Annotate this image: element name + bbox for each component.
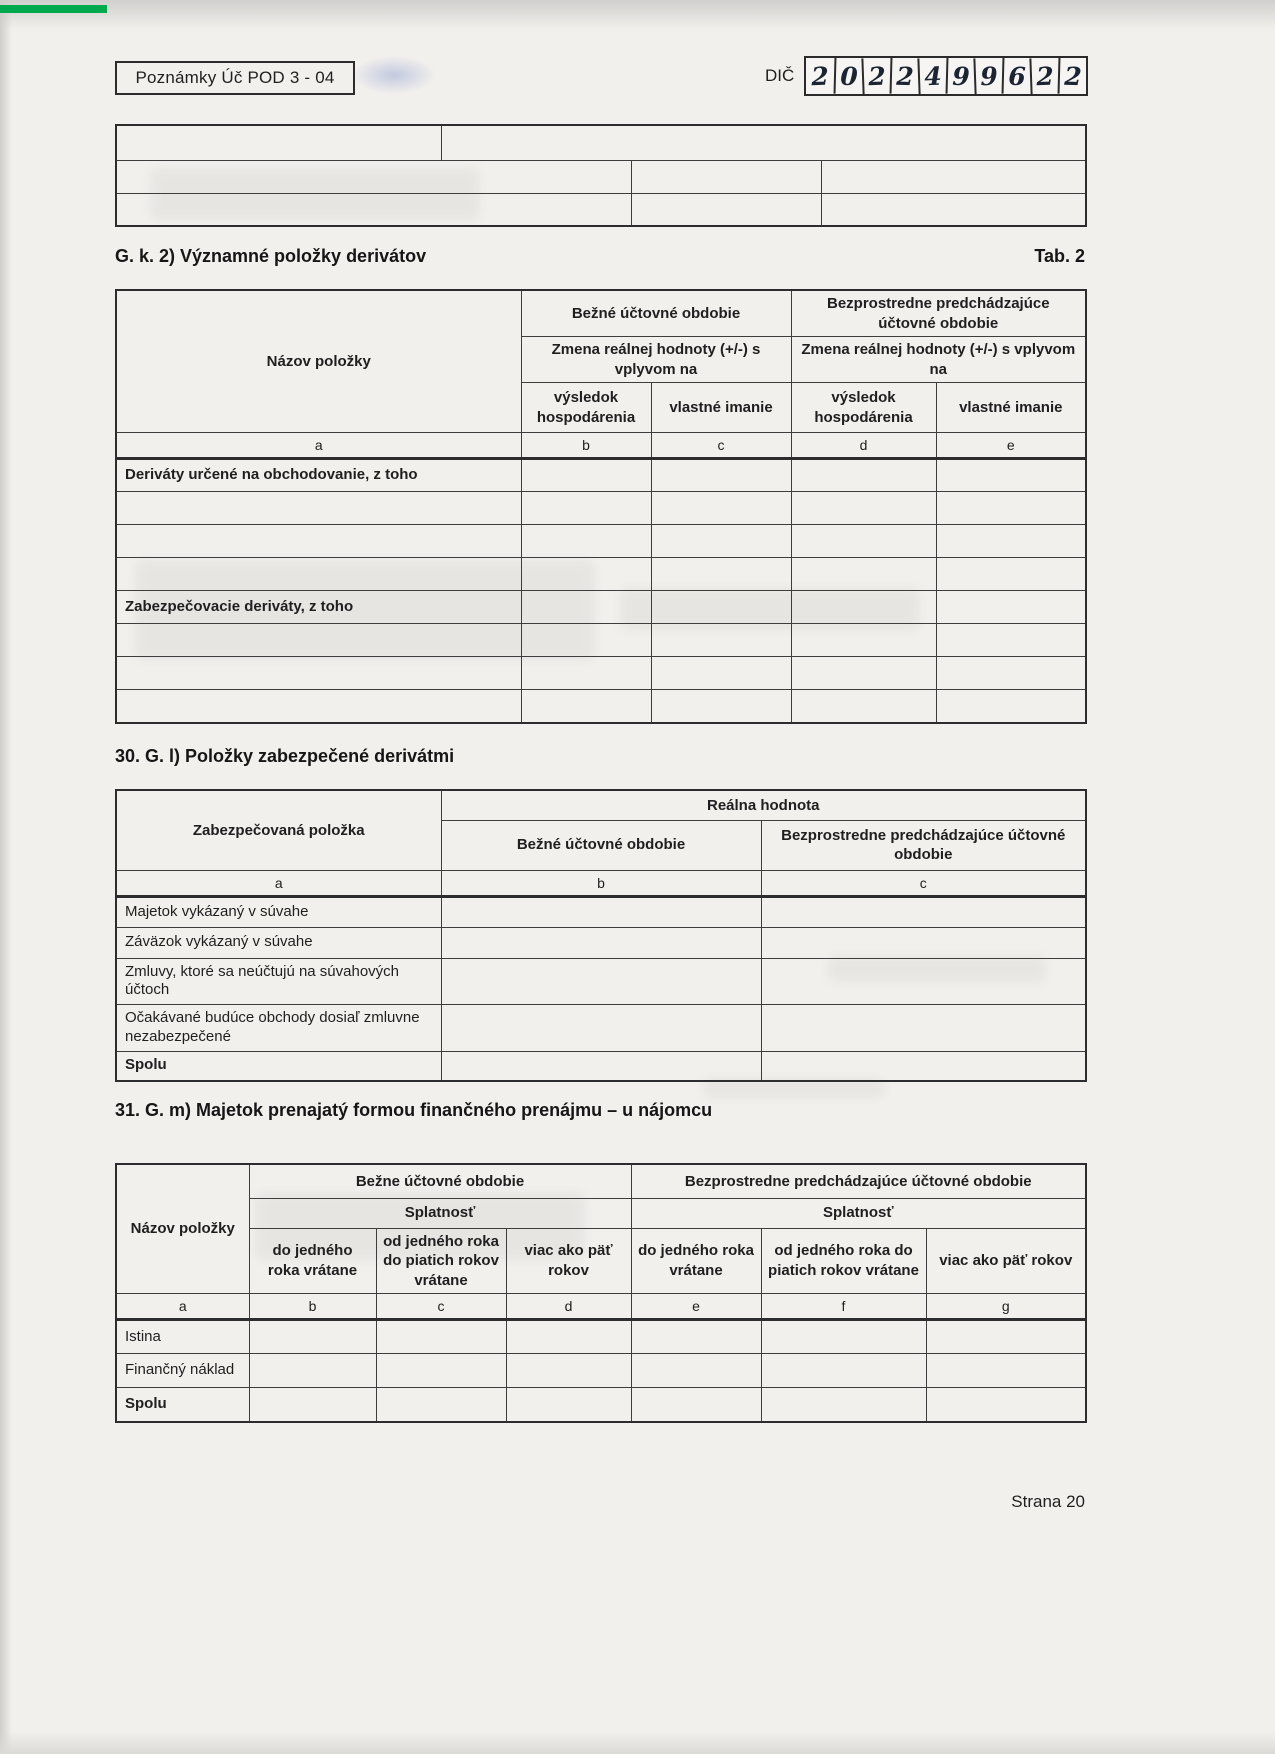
form-title-box: [115, 61, 355, 95]
table-row: [116, 591, 1086, 624]
empty-value-cell: [631, 1388, 761, 1422]
table-header-row: [116, 1198, 1086, 1228]
table-row: [116, 125, 1086, 160]
col-header-one-to-five-years-previous: od jedného roka do piatich rokov vrátane: [761, 1228, 926, 1294]
empty-value-cell: [249, 1354, 376, 1388]
column-letter-c: c: [651, 433, 791, 459]
empty-value-cell: [761, 927, 1086, 958]
row-label: [116, 690, 521, 723]
col-header-previous-period: Bezprostredne predchádzajúce účtovné obdobie: [791, 290, 1086, 337]
empty-value-cell: [249, 1388, 376, 1422]
scan-ink-mark: [352, 56, 436, 94]
empty-value-cell: [926, 1354, 1086, 1388]
empty-cell: [116, 160, 631, 193]
empty-value-cell: [651, 492, 791, 525]
empty-value-cell: [441, 1005, 761, 1052]
empty-cell: [821, 193, 1086, 226]
empty-value-cell: [651, 558, 791, 591]
column-letters-row: [116, 870, 1086, 896]
empty-value-cell: [761, 1320, 926, 1354]
empty-value-cell: [791, 558, 936, 591]
empty-value-cell: [651, 591, 791, 624]
table-row: [116, 1354, 1086, 1388]
column-letter-b: b: [441, 870, 761, 896]
row-label: [116, 558, 521, 591]
dic-digit-boxes: [804, 56, 1088, 96]
tab-label: Tab. 2: [1034, 246, 1085, 266]
table-header-row: [116, 1228, 1086, 1294]
dic-digit: 2: [890, 58, 919, 95]
empty-value-cell: [441, 958, 761, 1005]
empty-value-cell: [936, 690, 1086, 723]
empty-value-cell: [521, 492, 651, 525]
row-label: [116, 492, 521, 525]
empty-value-cell: [506, 1354, 631, 1388]
empty-value-cell: [791, 690, 936, 723]
column-letter-b: b: [249, 1294, 376, 1320]
col-header-hedged-item: Zabezpečovaná položka: [116, 790, 441, 870]
dic-digit: 2: [862, 58, 891, 95]
col-header-item-name: Názov položky: [116, 290, 521, 433]
section-leased-title: 31. G. m) Majetok prenajatý formou finančného prenájmu – u nájomcu: [115, 1100, 713, 1120]
col-header-current-period: Bežné účtovné obdobie: [441, 820, 761, 870]
empty-value-cell: [506, 1320, 631, 1354]
empty-cell: [821, 160, 1086, 193]
table-row: [116, 657, 1086, 690]
empty-value-cell: [376, 1354, 506, 1388]
empty-value-cell: [936, 591, 1086, 624]
empty-value-cell: [651, 459, 791, 492]
col-header-up-to-one-year-current: do jedného roka vrátane: [249, 1228, 376, 1294]
empty-value-cell: [651, 690, 791, 723]
column-letter-e: e: [936, 433, 1086, 459]
empty-value-cell: [926, 1320, 1086, 1354]
col-header-previous-period: Bezprostredne predchádzajúce účtovné obdobie: [631, 1164, 1086, 1198]
empty-value-cell: [521, 657, 651, 690]
section-derivatives-title-row: [115, 246, 1085, 267]
column-letter-b: b: [521, 433, 651, 459]
empty-value-cell: [521, 558, 651, 591]
empty-value-cell: [791, 624, 936, 657]
empty-value-cell: [791, 525, 936, 558]
empty-value-cell: [376, 1388, 506, 1422]
row-label: [116, 657, 521, 690]
empty-value-cell: [936, 657, 1086, 690]
hedged-items-table: [115, 789, 1087, 1082]
empty-value-cell: [791, 591, 936, 624]
row-label: Majetok vykázaný v súvahe: [116, 896, 441, 927]
empty-value-cell: [521, 690, 651, 723]
table-row: [116, 1005, 1086, 1052]
table-row: [116, 927, 1086, 958]
empty-value-cell: [651, 657, 791, 690]
column-letter-g: g: [926, 1294, 1086, 1320]
table-row: [116, 1388, 1086, 1422]
table-row: [116, 459, 1086, 492]
dic-digit: 2: [1058, 58, 1087, 95]
empty-value-cell: [761, 1005, 1086, 1052]
table-row: [116, 1051, 1086, 1081]
col-header-fair-value-change-current: Zmena reálnej hodnoty (+/-) s vplyvom na: [521, 337, 791, 383]
column-letter-d: d: [506, 1294, 631, 1320]
dic-digit: 9: [946, 58, 975, 95]
col-header-current-period: Bežne účtovné obdobie: [249, 1164, 631, 1198]
col-header-one-to-five-years-current: od jedného roka do piatich rokov vrátane: [376, 1228, 506, 1294]
dic-digit: 6: [1002, 58, 1031, 95]
empty-value-cell: [936, 558, 1086, 591]
table-row: [116, 624, 1086, 657]
dic-digit: 0: [834, 58, 863, 95]
empty-value-cell: [521, 459, 651, 492]
table-row: [116, 690, 1086, 723]
empty-value-cell: [936, 459, 1086, 492]
empty-value-cell: [791, 657, 936, 690]
empty-value-cell: [936, 525, 1086, 558]
row-label-total: Spolu: [116, 1388, 249, 1422]
column-letter-f: f: [761, 1294, 926, 1320]
col-header-up-to-one-year-previous: do jedného roka vrátane: [631, 1228, 761, 1294]
column-letter-c: c: [376, 1294, 506, 1320]
empty-value-cell: [761, 896, 1086, 927]
empty-cell: [116, 125, 441, 160]
empty-value-cell: [631, 1320, 761, 1354]
section-leased-title-row: [115, 1100, 1085, 1121]
empty-value-cell: [506, 1388, 631, 1422]
col-header-over-five-years-previous: viac ako päť rokov: [926, 1228, 1086, 1294]
col-header-equity-current: vlastné imanie: [651, 383, 791, 433]
table-row: [116, 525, 1086, 558]
scan-edge-shadow-top: [0, 0, 1275, 30]
empty-value-cell: [441, 927, 761, 958]
empty-value-cell: [521, 525, 651, 558]
scan-edge-shadow-left: [0, 0, 12, 1754]
dic-label: DIČ: [765, 66, 795, 85]
column-letter-d: d: [791, 433, 936, 459]
col-header-maturity-current: Splatnosť: [249, 1198, 631, 1228]
empty-cell: [441, 125, 1086, 160]
row-label: Očakávané budúce obchody dosiaľ zmluvne nezabezpečené: [116, 1005, 441, 1052]
dic-digit: 4: [918, 58, 947, 95]
column-letter-a: a: [116, 1294, 249, 1320]
row-label: Finančný náklad: [116, 1354, 249, 1388]
col-header-maturity-previous: Splatnosť: [631, 1198, 1086, 1228]
scan-edge-shadow-bottom: [0, 1732, 1275, 1754]
dic-digit: 2: [811, 61, 830, 91]
empty-value-cell: [791, 492, 936, 525]
empty-value-cell: [521, 624, 651, 657]
row-label: Istina: [116, 1320, 249, 1354]
col-header-previous-period: Bezprostredne predchádzajúce účtovné obdobie: [761, 820, 1086, 870]
empty-cell: [631, 193, 821, 226]
section-hedged-title: 30. G. l) Položky zabezpečené derivátmi: [115, 746, 455, 766]
row-label: Zabezpečovacie deriváty, z toho: [116, 591, 521, 624]
col-header-current-period: Bežné účtovné obdobie: [521, 290, 791, 337]
table-row: [116, 492, 1086, 525]
derivatives-table: [115, 289, 1087, 724]
column-letter-e: e: [631, 1294, 761, 1320]
empty-value-cell: [376, 1320, 506, 1354]
empty-value-cell: [761, 1051, 1086, 1081]
section-hedged-title-row: [115, 746, 1085, 767]
empty-value-cell: [441, 1051, 761, 1081]
empty-value-cell: [791, 459, 936, 492]
row-label: [116, 525, 521, 558]
top-partial-table: [115, 124, 1087, 227]
table-row: [116, 160, 1086, 193]
col-header-real-value: Reálna hodnota: [441, 790, 1086, 820]
empty-value-cell: [936, 624, 1086, 657]
table-row: [116, 958, 1086, 1005]
scanner-color-strip: [0, 5, 107, 13]
empty-value-cell: [651, 525, 791, 558]
table-row: [116, 896, 1086, 927]
row-label: [116, 624, 521, 657]
form-title: Poznámky Úč POD 3 - 04: [135, 68, 335, 87]
column-letters-row: [116, 433, 1086, 459]
table-row: [116, 193, 1086, 226]
row-label: Deriváty určené na obchodovanie, z toho: [116, 459, 521, 492]
col-header-equity-previous: vlastné imanie: [936, 383, 1086, 433]
row-label-total: Spolu: [116, 1051, 441, 1081]
section-derivatives-title: G. k. 2) Významné položky derivátov: [115, 246, 427, 266]
table-header-row: [116, 290, 1086, 337]
dic-area: [765, 56, 1088, 96]
row-label: Zmluvy, ktoré sa neúčtujú na súvahových účtoch: [116, 958, 441, 1005]
page-number-label: Strana 20: [1011, 1492, 1085, 1511]
col-header-profit-current: výsledok hospodárenia: [521, 383, 651, 433]
col-header-item-name: Názov položky: [116, 1164, 249, 1294]
column-letters-row: [116, 1294, 1086, 1320]
empty-value-cell: [521, 591, 651, 624]
dic-digit: 2: [1030, 58, 1059, 95]
table-header-row: [116, 1164, 1086, 1198]
empty-value-cell: [651, 624, 791, 657]
empty-value-cell: [631, 1354, 761, 1388]
row-label: Záväzok vykázaný v súvahe: [116, 927, 441, 958]
col-header-fair-value-change-previous: Zmena reálnej hodnoty (+/-) s vplyvom na: [791, 337, 1086, 383]
page-number: [115, 1492, 1085, 1512]
empty-value-cell: [441, 896, 761, 927]
col-header-profit-previous: výsledok hospodárenia: [791, 383, 936, 433]
column-letter-a: a: [116, 870, 441, 896]
empty-cell: [116, 193, 631, 226]
dic-digit: 9: [974, 58, 1003, 95]
empty-value-cell: [761, 1388, 926, 1422]
col-header-over-five-years-current: viac ako päť rokov: [506, 1228, 631, 1294]
table-row: [116, 558, 1086, 591]
empty-value-cell: [761, 1354, 926, 1388]
column-letter-a: a: [116, 433, 521, 459]
empty-value-cell: [249, 1320, 376, 1354]
empty-value-cell: [936, 492, 1086, 525]
empty-value-cell: [926, 1388, 1086, 1422]
table-row: [116, 1320, 1086, 1354]
leased-assets-table: [115, 1163, 1087, 1423]
column-letter-c: c: [761, 870, 1086, 896]
empty-value-cell: [761, 958, 1086, 1005]
table-header-row: [116, 790, 1086, 820]
empty-cell: [631, 160, 821, 193]
